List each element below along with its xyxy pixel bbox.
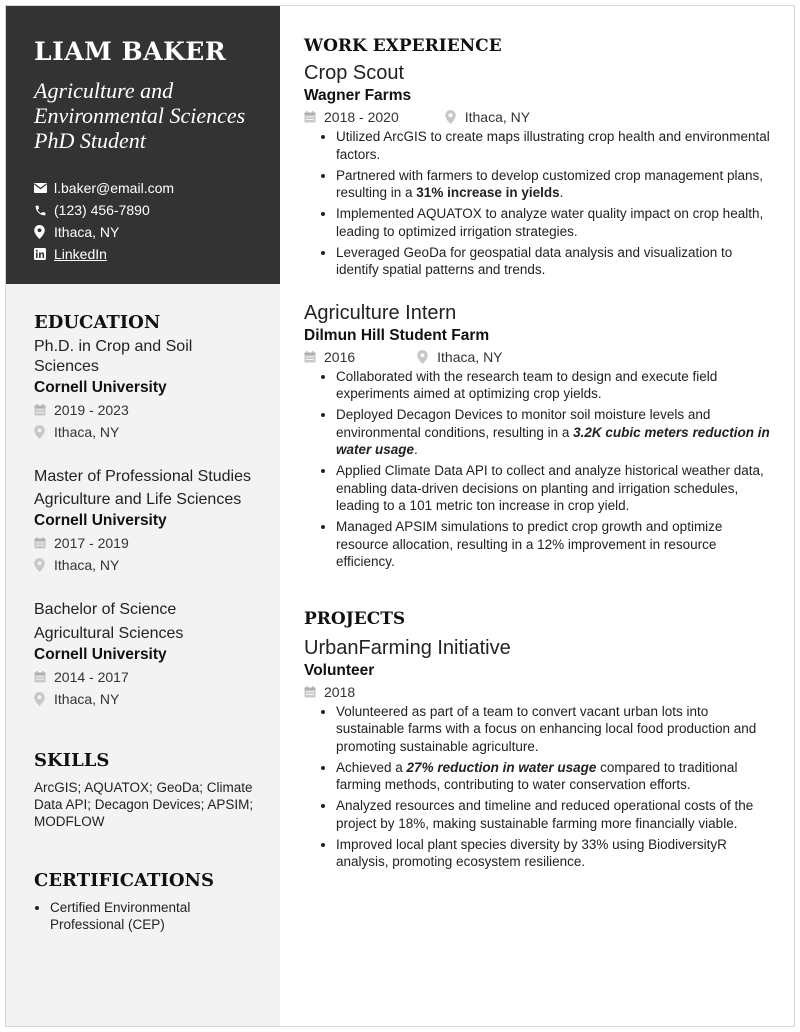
job-bullets xyxy=(304,368,772,571)
edu-school: Cornell University xyxy=(34,646,167,663)
sidebar-body xyxy=(6,312,280,933)
project-title: UrbanFarming Initiative xyxy=(304,636,511,659)
job-entry xyxy=(304,300,772,571)
map-pin-icon xyxy=(34,558,54,572)
job-dates: 2016 xyxy=(324,348,356,365)
job-entry xyxy=(304,60,772,279)
project-bullets xyxy=(304,703,772,871)
edu-location xyxy=(34,554,258,576)
edu-degree: Bachelor of Science xyxy=(34,601,177,618)
job-bullets xyxy=(304,128,772,279)
certifications-heading: CERTIFICATIONS xyxy=(34,870,214,891)
job-location: Ithaca, NY xyxy=(437,348,503,365)
job-company: Wagner Farms xyxy=(304,87,412,104)
highlight: 31% increase in yields xyxy=(416,185,560,200)
work-heading: WORK EXPERIENCE xyxy=(304,36,502,56)
education-heading: EDUCATION xyxy=(34,312,161,333)
linkedin-icon xyxy=(34,248,54,260)
edu-school: Cornell University xyxy=(34,379,167,396)
bullet-item: • Analyzed resources and timeline and reduced operational costs of the project by 18%, making sustainable farming more financially viable. xyxy=(336,797,772,832)
edu-dates xyxy=(34,666,258,688)
job-company: Dilmun Hill Student Farm xyxy=(304,326,490,344)
bullet-item: • Utilized ArcGIS to create maps illustrating crop health and environmental factors. xyxy=(336,128,772,163)
project-meta xyxy=(304,681,772,703)
edu-dates-text: 2017 - 2019 xyxy=(54,535,129,551)
calendar-icon xyxy=(304,351,324,363)
bullet-item: • Collaborated with the research team to design and execute field experiments aimed at optimizing crop yields. xyxy=(336,368,772,403)
job-location: Ithaca, NY xyxy=(464,109,531,125)
bullet-item: • Managed APSIM simulations to predict crop growth and optimize resource allocation, resulting in a 12% improvement in resource efficiency. xyxy=(336,518,772,571)
bullet-item: • Leveraged GeoDa for geospatial data analysis and visualization to identify spatial patterns and trends. xyxy=(336,244,772,279)
project-dates: 2018 xyxy=(324,683,356,700)
bullet-item: • Partnered with farmers to develop customized crop management plans, resulting in a 31% increase in yields. xyxy=(336,167,772,202)
edu-school: Cornell University xyxy=(34,512,167,529)
skills-list: ArcGIS; AQUATOX; GeoDa; Climate Data API; Decagon Devices; APSIM; MODFLOW xyxy=(34,780,254,829)
certifications-list xyxy=(34,899,258,933)
phone-icon xyxy=(34,204,54,217)
edu-field: Agricultural Sciences xyxy=(34,625,184,642)
education-item xyxy=(34,467,258,576)
candidate-title: Agriculture and Environmental Sciences PhD Student xyxy=(34,78,246,153)
calendar-icon xyxy=(34,537,54,549)
header-block xyxy=(6,6,280,284)
bullet-item: • Volunteered as part of a team to convert vacant urban lots into sustainable farms with a focus on enhancing local food production and promoting sustainable agriculture. xyxy=(336,703,772,756)
edu-degree: Ph.D. in Crop and Soil Sciences xyxy=(34,338,193,375)
sidebar xyxy=(6,6,280,1026)
map-pin-icon xyxy=(34,225,54,239)
education-item xyxy=(34,337,258,443)
edu-dates-text: 2019 - 2023 xyxy=(54,402,129,418)
edu-degree: Master of Professional Studies xyxy=(34,468,251,485)
edu-field: Agriculture and Life Sciences xyxy=(34,491,242,508)
map-pin-icon xyxy=(445,110,465,124)
project-role: Volunteer xyxy=(304,661,375,679)
map-pin-icon xyxy=(34,425,54,439)
skills-heading: SKILLS xyxy=(34,750,110,771)
phone-text: (123) 456-7890 xyxy=(54,202,150,218)
calendar-icon xyxy=(34,671,54,683)
linkedin-link[interactable]: LinkedIn xyxy=(54,246,107,262)
edu-location-text: Ithaca, NY xyxy=(54,424,120,440)
highlight: 3.2K cubic meters reduction in water usage xyxy=(336,424,770,457)
edu-location-text: Ithaca, NY xyxy=(54,557,120,573)
location-text: Ithaca, NY xyxy=(54,224,120,240)
edu-location-text: Ithaca, NY xyxy=(54,691,120,707)
edu-location xyxy=(34,688,258,710)
main-content xyxy=(280,6,794,1026)
candidate-name: LIAM BAKER xyxy=(34,37,227,66)
bullet-item: • Improved local plant species diversity by 33% using BiodiversityR analysis, promoting ecosystem resilience. xyxy=(336,836,772,871)
job-meta xyxy=(304,106,772,128)
calendar-icon xyxy=(304,686,324,698)
edu-dates-text: 2014 - 2017 xyxy=(54,669,129,685)
job-dates: 2018 - 2020 xyxy=(324,109,399,125)
calendar-icon xyxy=(304,111,324,123)
contact-email xyxy=(34,177,256,199)
job-title: Agriculture Intern xyxy=(304,301,457,324)
map-pin-icon xyxy=(417,350,437,364)
bullet-item: • Deployed Decagon Devices to monitor soil moisture levels and environmental conditions, resulting in a 3.2K cubic meters reduction in water usage. xyxy=(336,406,772,459)
email-text: l.baker@email.com xyxy=(54,180,175,196)
bullet-item: • Implemented AQUATOX to analyze water quality impact on crop health, leading to optimized irrigation strategies. xyxy=(336,205,772,240)
bullet-item: • Applied Climate Data API to collect and analyze historical weather data, enabling data-driven decisions on planting and irrigation schedules, leading to a 101 metric ton increase in crop yield. xyxy=(336,462,772,515)
edu-dates xyxy=(34,532,258,554)
projects-heading: PROJECTS xyxy=(304,608,406,629)
contact-location xyxy=(34,221,256,243)
contact-phone xyxy=(34,199,256,221)
project-entry xyxy=(304,635,772,871)
edu-dates xyxy=(34,399,258,421)
envelope-icon xyxy=(34,183,54,193)
job-meta xyxy=(304,346,772,368)
highlight: 27% reduction in water usage xyxy=(406,759,597,775)
edu-location xyxy=(34,421,258,443)
map-pin-icon xyxy=(34,692,54,706)
job-title: Crop Scout xyxy=(304,62,405,84)
bullet-item: • Achieved a 27% reduction in water usage compared to traditional farming methods, contributing to water conservation efforts. xyxy=(336,759,772,794)
resume-page xyxy=(5,5,795,1027)
certification-item: • Certified Environmental Professional (CEP) xyxy=(50,899,258,933)
calendar-icon xyxy=(34,404,54,416)
contact-linkedin xyxy=(34,243,256,265)
education-item xyxy=(34,600,258,710)
